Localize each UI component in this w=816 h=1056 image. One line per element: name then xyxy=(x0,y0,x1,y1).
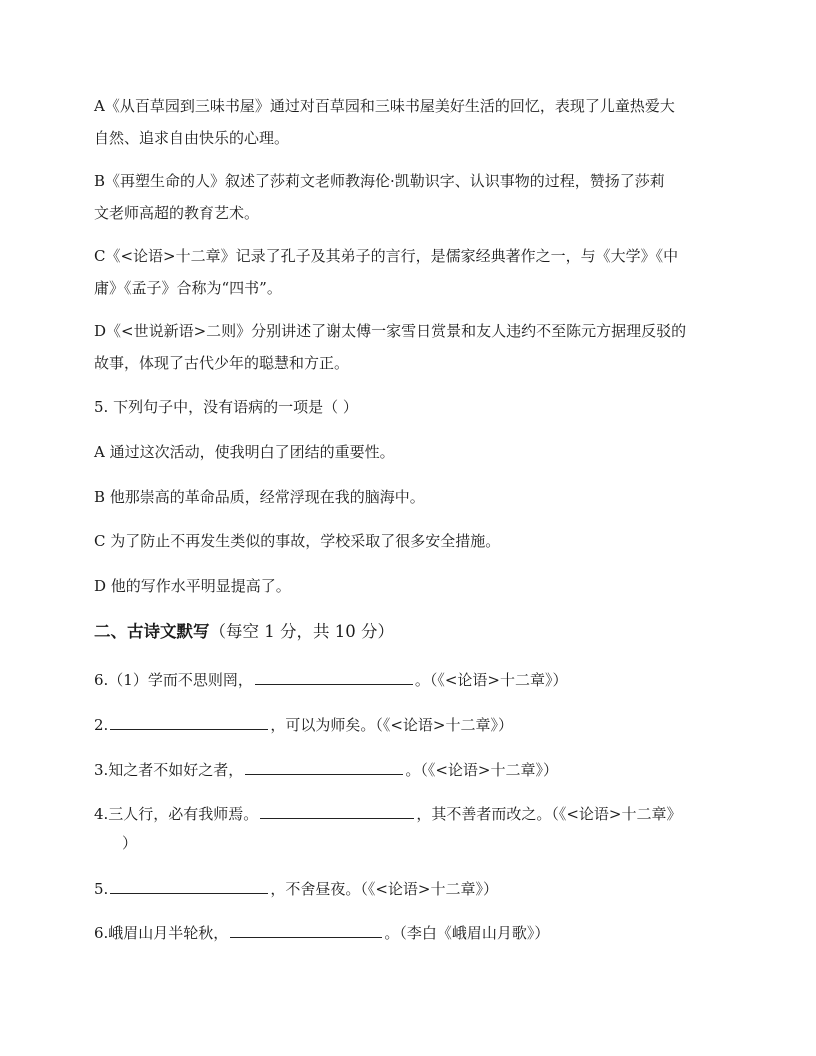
answer-blank[interactable] xyxy=(230,922,382,938)
q6-item-5 xyxy=(94,878,734,899)
q4-option-d-line2: 故事，体现了古代少年的聪慧和方正。 xyxy=(94,354,350,372)
answer-blank[interactable] xyxy=(260,803,414,819)
q4-option-b-line1: B《再塑生命的人》叙述了莎莉文老师教海伦·凯勒识字、认识事物的过程，赞扬了莎莉 xyxy=(94,172,665,190)
q6-item-4 xyxy=(94,803,734,824)
q4-option-d-line1: D《<世说新语>二则》分别讲述了谢太傅一家雪日赏景和友人违约不至陈元方据理反驳的 xyxy=(94,322,687,340)
answer-blank[interactable] xyxy=(110,878,268,894)
q5-option-d: D 他的写作水平明显提高了。 xyxy=(94,577,291,595)
q5-option-c: C 为了防止不再发生类似的事故，学校采取了很多安全措施。 xyxy=(94,532,501,550)
q6-5-source: ，不舍昼夜。（《<论语>十二章》） xyxy=(270,880,498,898)
q6-6-prompt: 6.峨眉山月半轮秋， xyxy=(94,924,229,942)
answer-blank[interactable] xyxy=(255,669,413,685)
q4-option-c-line2: 庸》《孟子》合称为“四书”。 xyxy=(94,279,282,297)
q4-option-a-line1: A《从百草园到三味书屋》通过对百草园和三味书屋美好生活的回忆，表现了儿童热爱大 xyxy=(94,97,675,115)
q5-option-a: A 通过这次活动，使我明白了团结的重要性。 xyxy=(94,443,395,461)
q4-option-b-line2: 文老师高超的教育艺术。 xyxy=(94,204,260,222)
q6-item-6 xyxy=(94,922,734,943)
q6-4-prompt: 4.三人行，必有我师焉。 xyxy=(94,805,259,823)
q6-3-source: 。（《<论语>十二章》） xyxy=(405,761,558,779)
q6-2-source: ，可以为师矣。（《<论语>十二章》） xyxy=(270,716,513,734)
section-title: 二、古诗文默写 xyxy=(94,622,210,641)
q6-4-source-cont: ） xyxy=(122,834,138,852)
q4-option-a-line2: 自然、追求自由快乐的心理。 xyxy=(94,129,290,147)
q6-item-3 xyxy=(94,759,734,780)
q6-1-source: 。（《<论语>十二章》） xyxy=(414,671,568,689)
section-heading xyxy=(94,621,394,643)
q6-5-prompt: 5. xyxy=(94,880,109,898)
answer-blank[interactable] xyxy=(245,759,403,775)
q6-2-prompt: 2. xyxy=(94,716,109,734)
q4-option-c-line1: C《<论语>十二章》记录了孔子及其弟子的言行，是儒家经典著作之一，与《大学》《中 xyxy=(94,247,679,265)
q6-6-source: 。（李白《峨眉山月歌》） xyxy=(384,924,550,942)
q6-item-2 xyxy=(94,714,734,735)
q6-3-prompt: 3.知之者不如好之者， xyxy=(94,761,244,779)
q5-option-b: B 他那崇高的革命品质，经常浮现在我的脑海中。 xyxy=(94,488,425,506)
q6-1-prompt: 6.（1）学而不思则罔， xyxy=(94,671,253,689)
answer-blank[interactable] xyxy=(110,714,268,730)
section-score-note: （每空 1 分，共 10 分） xyxy=(209,622,394,641)
q6-item-1 xyxy=(94,669,734,690)
q5-stem: 5. 下列句子中，没有语病的一项是（ ） xyxy=(94,398,358,416)
q6-4-source: ，其不善者而改之。（《<论语>十二章》 xyxy=(416,805,682,823)
